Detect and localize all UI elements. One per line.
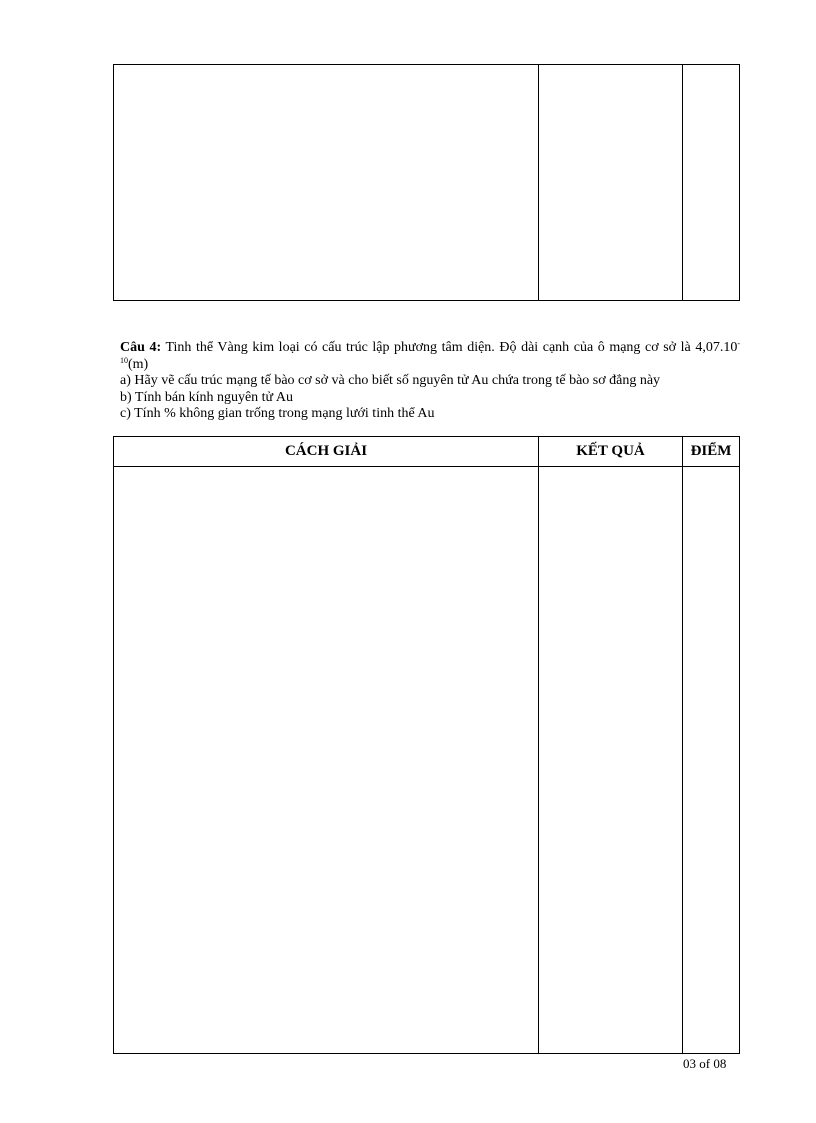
previous-answer-table <box>113 64 740 301</box>
question-label: Câu 4: <box>120 340 162 355</box>
answer-table <box>113 436 740 1054</box>
question-exponent: -10 <box>120 339 740 365</box>
page-number: 03 of 08 <box>683 1056 727 1071</box>
column-divider <box>538 65 539 300</box>
answer-table-header <box>114 437 739 467</box>
question-unit: (m) <box>128 356 149 372</box>
question-text: Tinh thể Vàng kim loại có cấu trúc lập phương tâm diện. Độ dài cạnh của ô mạng cơ sở là 4,07.10 <box>161 340 738 355</box>
question-item-b: b) Tính bán kính nguyên tử Au <box>120 389 293 405</box>
question-item-a: a) Hãy vẽ cấu trúc mạng tế bào cơ sở và cho biết số nguyên tử Au chứa trong tế bào sơ đẳng này <box>120 373 661 388</box>
header-result: KẾT QUẢ <box>576 443 645 459</box>
column-divider <box>682 437 683 1053</box>
question-statement <box>120 340 740 373</box>
column-divider <box>538 437 539 1053</box>
column-divider <box>682 65 683 300</box>
question-block <box>120 340 740 423</box>
header-score: ĐIỂM <box>690 443 732 459</box>
question-item-c: c) Tính % không gian trống trong mạng lưới tinh thể Au <box>120 406 435 421</box>
header-method: CÁCH GIẢI <box>284 443 368 459</box>
